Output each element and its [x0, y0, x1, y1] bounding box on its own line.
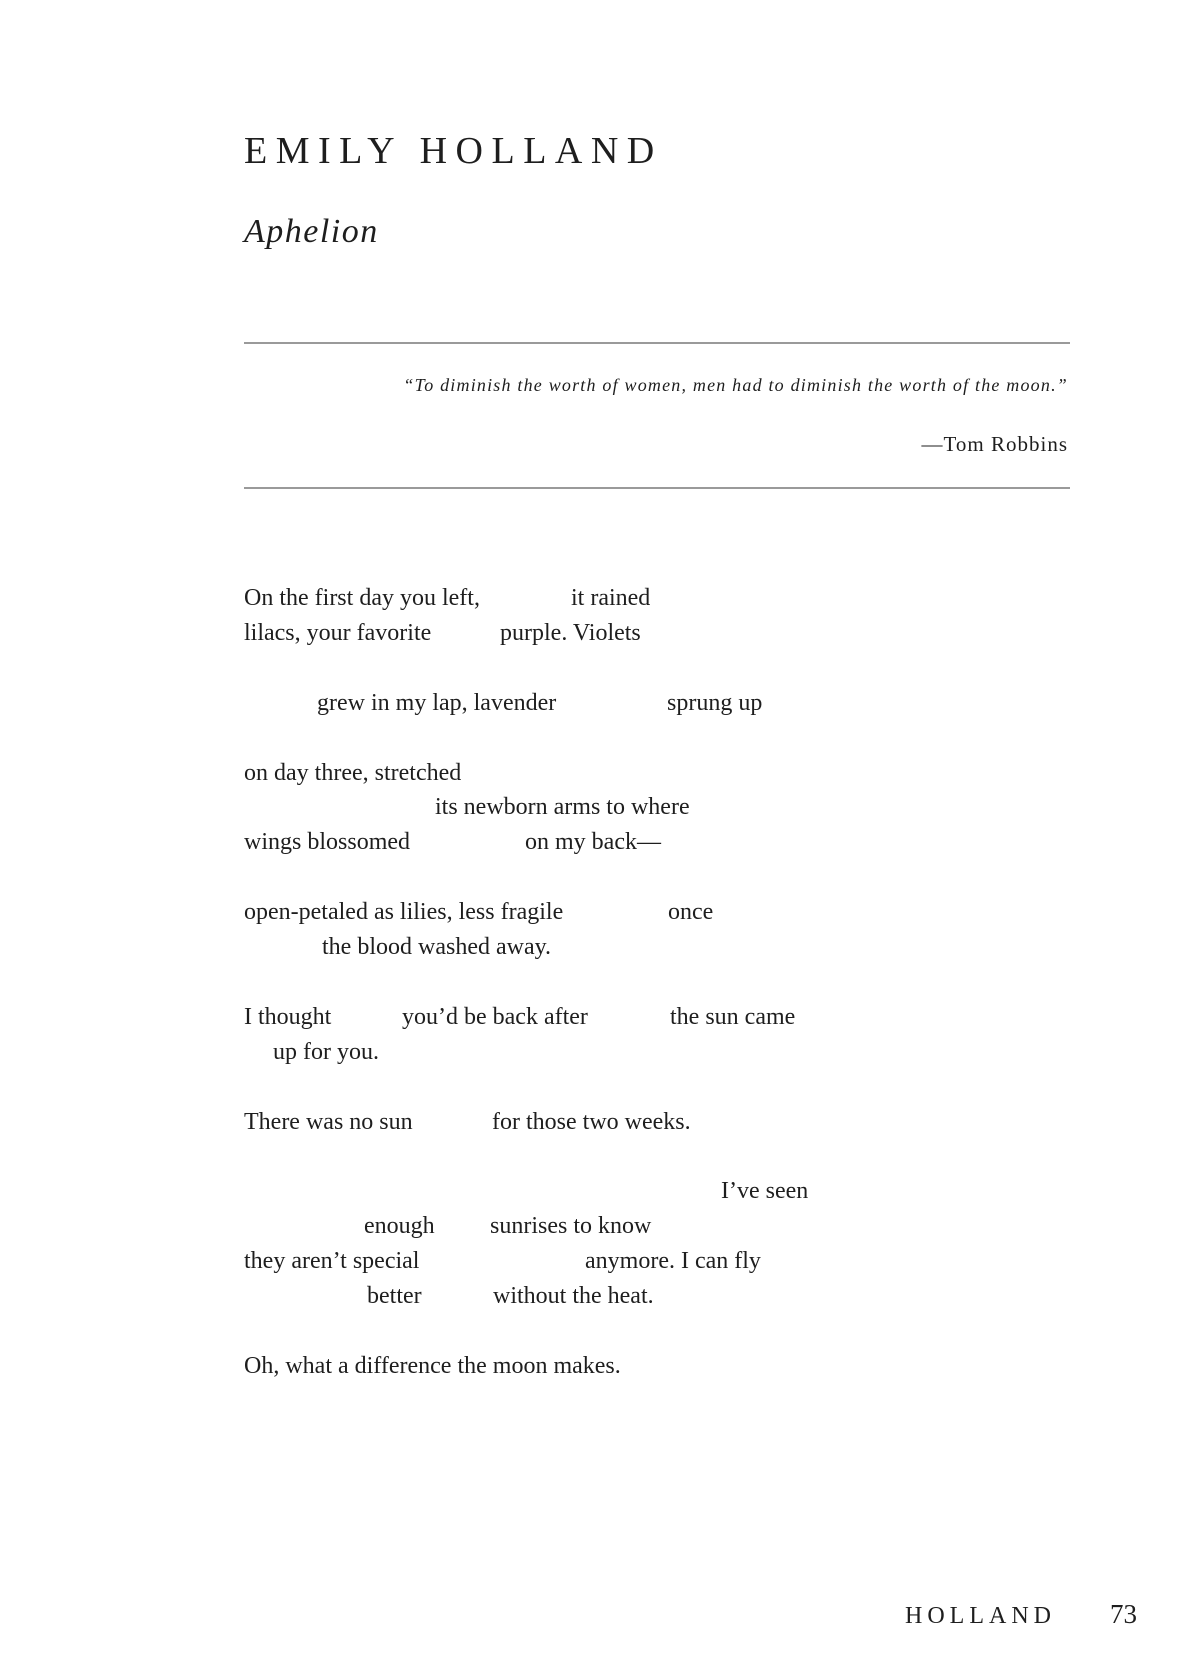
poem-line-segment: once	[668, 899, 714, 926]
poem-line-segment: they aren’t special	[244, 1248, 420, 1275]
poem-line-segment: lilacs, your favorite	[244, 619, 432, 646]
running-head: HOLLAND	[905, 1603, 1056, 1629]
poem-line-segment: the blood washed away.	[322, 934, 552, 960]
poem-line-segment: purple. Violets	[500, 619, 641, 646]
poem-line-segment: grew in my lap, lavender	[317, 689, 557, 716]
epigraph-attribution: —Tom Robbins	[921, 432, 1068, 456]
poem-line-segment: I thought	[244, 1003, 332, 1030]
poem-line-segment: better	[367, 1283, 422, 1309]
poem-line-segment: on day three, stretched	[244, 759, 462, 786]
epigraph-top-rule	[244, 342, 1070, 344]
poem-line-segment: enough	[364, 1213, 435, 1240]
epigraph-quote: “To diminish the worth of women, men had to diminish the worth of the moon.”	[403, 375, 1068, 395]
poem-title: Aphelion	[244, 213, 379, 250]
poem-line-segment: up for you.	[273, 1038, 379, 1065]
epigraph-bottom-rule	[244, 487, 1070, 489]
poem-line-segment: sunrises to know	[490, 1213, 652, 1240]
poem-line-segment: its newborn arms to where	[435, 794, 690, 821]
poem-line-segment: without the heat.	[493, 1283, 654, 1309]
poem-line-segment: On the first day you left,	[244, 585, 480, 611]
poem-line-segment: open-petaled as lilies, less fragile	[244, 899, 564, 926]
author-name: EMILY HOLLAND	[244, 130, 663, 172]
poem-line-segment: for those two weeks.	[492, 1108, 691, 1135]
page-number: 73	[1110, 1599, 1137, 1629]
poem-line-segment: it rained	[571, 585, 651, 611]
poem-line-segment: wings blossomed	[244, 829, 411, 856]
poem-line-segment: Oh, what a difference the moon makes.	[244, 1352, 621, 1379]
poem-line-segment: sprung up	[667, 689, 763, 716]
poem-line-segment: you’d be back after	[402, 1003, 588, 1030]
poem-line-segment: I’ve seen	[721, 1178, 809, 1205]
poem-line-segment: on my back—	[525, 829, 661, 856]
poem-line-segment: anymore. I can fly	[585, 1248, 761, 1275]
poem-line-segment: There was no sun	[244, 1108, 413, 1135]
poem-line-segment: the sun came	[670, 1003, 796, 1030]
